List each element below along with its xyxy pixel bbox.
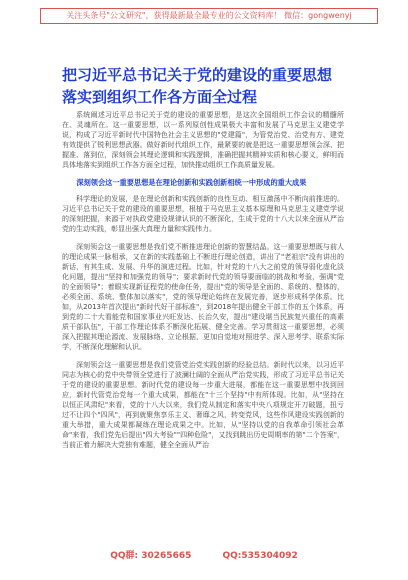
intro-paragraph: 系统阐述习近平总书记关于党的建设的重要思想，是这次全国组织工作会议的精髓所在、灵魂所在。这一重要思想，以一系列原创性成果极大丰富和发展了马克思主义建党学说，构成了习近平新时代中国特色社会主义思想的"党建篇"，为管党治党、治党有方、建党有效提供了锐利思想武器。做好新时代组织工作，最紧要的就是把这一重要思想领会深、把握准、落到位，深刻领会其理论逻辑和实践逻辑，准确把握其精神实质和核心要义，鲜明而具体地落实到组织工作各方面全过程，加快推动组织工作高质量发展。 bbox=[62, 111, 344, 169]
section-heading: 深刻领会这一重要思想是在理论创新和实践创新相统一中形成的重大成果 bbox=[76, 178, 307, 187]
section-paragraph: 科学理论的发展，是在理论创新和实践创新的良性互动、相互激荡中不断向前推进的。习近平总书记关于党的建设的重要思想，根植于马克思主义基本原理和马克思主义建党学说的深刻把握，来源于对执政党建设规律认识的不断深化，生成于党的十八大以来全面从严治党的生动实践，彰显出强大真理力量和实践伟力。 bbox=[62, 195, 344, 233]
qq-label: QQ:535304092 bbox=[222, 551, 298, 561]
page-title: 把习近平总书记关于党的建设的重要思想落实到组织工作各方面全过程 bbox=[62, 66, 333, 106]
qq-group-label: QQ群: 30265665 bbox=[110, 551, 192, 561]
section-paragraph: 深刻领会这一重要思想是我们党管党治党实践创新的经验总结。新时代以来，以习近平同志为核心的党中央带领全党进行了波澜壮阔的全面从严治党实践，形成了习近平总书记关于党的建设的重要思想。新时代党的建设每一步重大进展，都能在这一重要思想中找到回应，新时代管党治党每一个重大成果，都能在"十三个坚持"中有所体现。比如，从"坚持在以恒正风肃纪"来看，党的十八大以来，我们党从制定和落实中央八项规定开刀破题，扭亏过不让四个"四风"，再到就聚焦享乐主义、奢靡之风，转变党风，这些作风建设实践创新的重大举措，重大成果都凝练在理论成果之中。比如，从"坚持以党的自我革命引领社会革命"来看，我们党先后提出"四大考验""四种危险"，又找到跳出历史周期率的第"二个答案"，当前正着力解决大党独有难题，健全全面从严治 bbox=[62, 361, 344, 449]
footer-contact bbox=[0, 548, 408, 561]
top-banner: 关注头条号"公文研究"，获得最新最全最专业的公文资料库！ 微信：gongwenyj bbox=[40, 8, 378, 24]
article-body bbox=[62, 110, 344, 458]
section-paragraph: 深刻领会这一重要思想是我们党不断推进理论创新的智慧结晶。这一重要思想既与前人的理论成果一脉相承，又在新的实践基础上不断进行理论创造，讲出了"老祖宗"没有讲出的新话，有其生成、发展、升华的演进过程。比如，针对党的十八大之前党的领导弱化虚化淡化问题，提出"坚持和加强党的领导"；要求新时代党的领导要面临的挑战和考验，强调"党的全面领导"；着眼实现新征程党的使命任务，提出"党的领导是全面的、系统的、整体的，必须全面、系统、整体加以落实"，党的领导理论始终在发展完善，逐步形成科学体系。比如，从2013年首次提出"新时代好干部标准"，到2018年提出健全干部工作的五个体系，再到党的二十大看能党和国家事业兴旺发达、长治久安，提出"建设堪当民族复兴重任的高素质干部队伍"，干部工作理论体系不断深化拓展、健全完善。学习贯彻这一重要思想，必须深入把握其理论源流、发展脉络、立论根据，更加自觉地对照进学、深入思考学、联系实际学，不断深化理解和认识。 bbox=[62, 243, 344, 351]
